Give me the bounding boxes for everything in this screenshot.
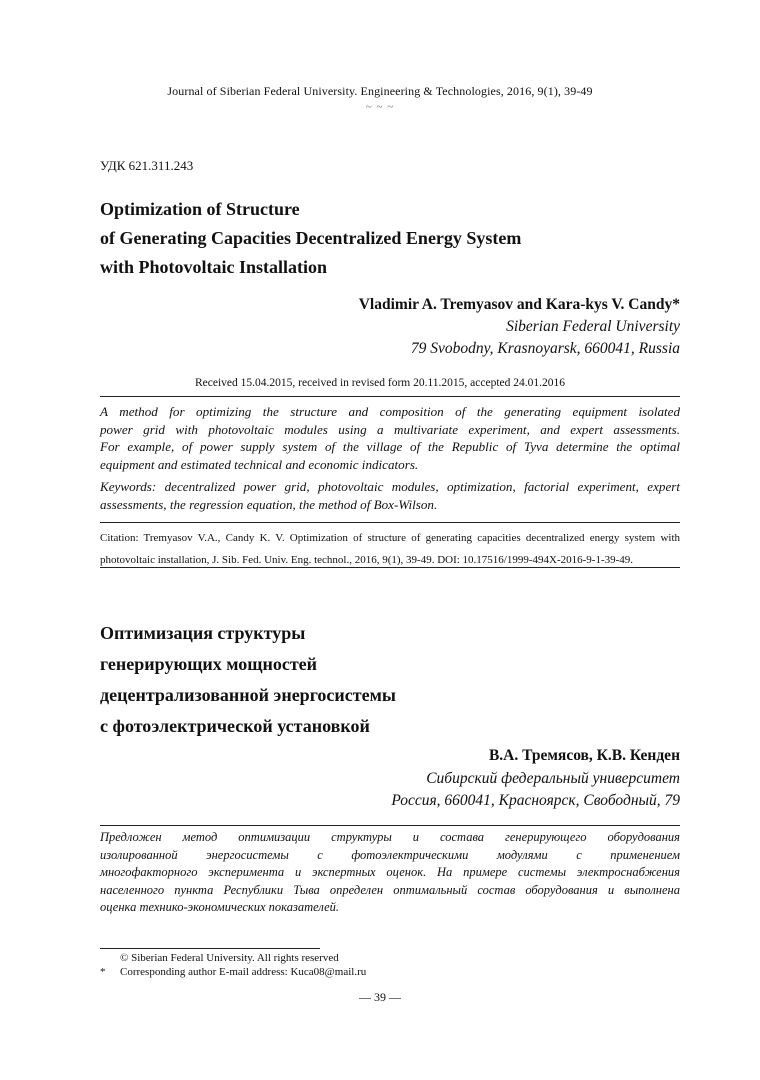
ru-affiliation-line: Россия, 660041, Красноярск, Свободный, 79 — [391, 792, 680, 809]
ru-abstract — [100, 829, 680, 917]
ru-title-line: Оптимизация структуры — [100, 623, 306, 643]
title-line: with Photovoltaic Installation — [100, 257, 328, 277]
abstract-line: equipment and estimated technical and economic indicators. — [100, 456, 419, 472]
footnote-copyright — [100, 952, 680, 964]
abstract — [100, 403, 680, 473]
affiliation-line: 79 Svobodny, Krasnoyarsk, 660041, Russia — [410, 340, 680, 357]
ru-title-line: с фотоэлектрической установкой — [100, 716, 370, 736]
title-line: Optimization of Structure — [100, 199, 300, 219]
title-line: of Generating Capacities Decentralized Energy System — [100, 228, 522, 248]
ru-abstract-line: многофакторного эксперимента и экспертных оценок. На примере системы электроснабжения — [100, 865, 680, 879]
keywords-line: Keywords: decentralized power grid, photovoltaic modules, optimization, factorial experiment, expert — [100, 479, 680, 494]
corresponding-text: Corresponding author E-mail address: Kuca08@mail.ru — [120, 966, 367, 978]
ru-title-line: децентрализованной энергосистемы — [100, 685, 396, 705]
footnote-divider — [100, 948, 320, 949]
citation-line: Citation: Tremyasov V.A., Candy K. V. Optimization of structure of generating capacities decentralized energy system with — [100, 532, 680, 544]
ru-title-line: генерирующих мощностей — [100, 654, 318, 674]
footnote-mark: * — [100, 966, 106, 978]
paper-title — [100, 195, 521, 282]
divider — [100, 825, 680, 826]
abstract-line: For example, of power supply system of the village of the Republic of Tyva determine the optimal — [100, 439, 680, 454]
header-ornament: ~ ~ ~ — [365, 101, 395, 113]
affiliation-line: Siberian Federal University — [506, 318, 680, 335]
divider — [100, 567, 680, 568]
citation — [100, 527, 680, 571]
journal-header: Journal of Siberian Federal University. Engineering & Technologies, 2016, 9(1), 39-49 — [167, 84, 593, 98]
copyright-text: © Siberian Federal University. All rights reserved — [120, 952, 339, 964]
abstract-line: power grid with photovoltaic modules using a multivariate experiment, and expert assessments. — [100, 421, 680, 437]
ru-abstract-line: Предложен метод оптимизации структуры и состава генерирующего оборудования — [100, 830, 680, 844]
ru-authors: В.А. Тремясов, К.В. Кенден — [488, 747, 680, 764]
ru-affiliation-line: Сибирский федеральный университет — [426, 770, 680, 787]
abstract-line: A method for optimizing the structure and composition of the generating equipment isolated — [100, 404, 680, 419]
ru-abstract-line: оценка технико-экономических показателей. — [100, 900, 340, 914]
divider — [100, 396, 680, 397]
page-number: — 39 — — [359, 990, 401, 1004]
footnote-corresponding — [100, 966, 680, 978]
received-dates: Received 15.04.2015, received in revised form 20.11.2015, accepted 24.01.2016 — [194, 377, 566, 389]
ru-abstract-line: изолированной энергосистемы с фотоэлектрическими модулями с применением — [100, 847, 680, 862]
keywords-line: assessments, the regression equation, the method of Box-Wilson. — [100, 496, 438, 512]
divider — [100, 522, 680, 523]
authors: Vladimir A. Tremyasov and Kara-kys V. Candy* — [358, 296, 680, 313]
keywords — [100, 478, 680, 513]
ru-paper-title — [100, 618, 396, 742]
ru-abstract-line: населенного пункта Республики Тыва определен оптимальный состав оборудования и выполнена — [100, 882, 680, 897]
citation-line: photovoltaic installation, J. Sib. Fed. Univ. Eng. technol., 2016, 9(1), 39-49. DOI: 10.17516/1999-494X-2016-9-1-39-49. — [100, 554, 634, 566]
udk-code: УДК 621.311.243 — [100, 158, 194, 173]
